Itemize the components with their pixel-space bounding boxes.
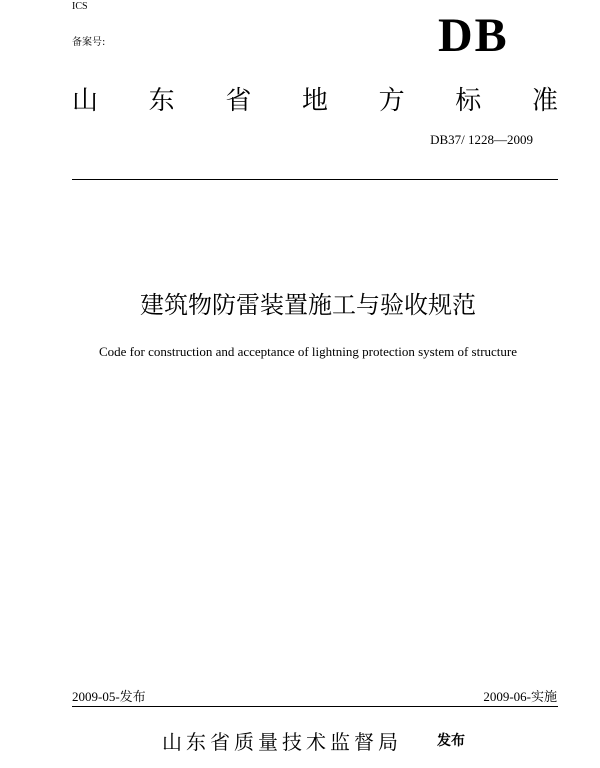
issuer-name: 山东省质量技术监督局: [162, 730, 402, 754]
standard-type-char: 标: [455, 85, 482, 116]
title-chinese: 建筑物防雷装置施工与验收规范: [140, 291, 476, 319]
standard-type-char: 方: [378, 85, 405, 116]
bottom-divider: [72, 706, 558, 707]
record-number-label: 备案号:: [72, 37, 106, 48]
standard-type-char: 东: [148, 85, 175, 116]
publish-date: 2009-05-发布: [72, 689, 146, 704]
top-divider: [72, 179, 558, 180]
standard-type-char: 地: [301, 85, 328, 116]
db-logo: DB: [438, 9, 509, 62]
implement-date: 2009-06-实施: [483, 689, 557, 704]
standard-type-heading: [72, 78, 558, 118]
title-english: Code for construction and acceptance of lightning protection system of structure: [98, 344, 518, 359]
standard-type-char: 省: [225, 85, 252, 116]
standard-type-char: 准: [531, 85, 558, 116]
ics-label: ICS: [72, 1, 88, 12]
issue-label: 发布: [437, 733, 465, 749]
standard-number: DB37/ 1228—2009: [430, 132, 533, 147]
standard-type-char: 山: [72, 85, 99, 116]
